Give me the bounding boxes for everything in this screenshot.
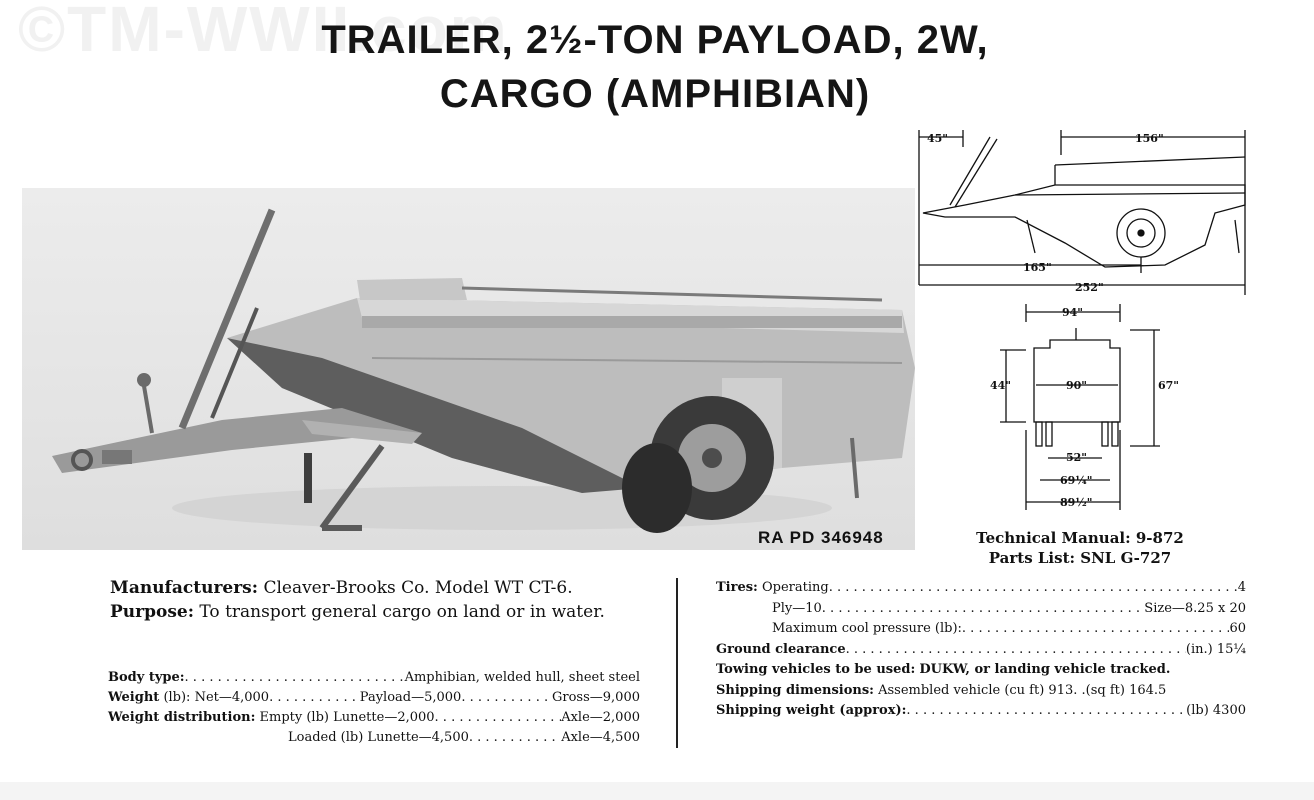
- dim-89: 89½": [1060, 496, 1093, 509]
- column-divider: [676, 578, 678, 748]
- bottom-band: [0, 782, 1314, 800]
- body-type-value: Amphibian, welded hull, sheet steel: [404, 670, 640, 685]
- shipping-weight-row: [716, 701, 1246, 722]
- shipping-weight-value: (lb) 4300: [1186, 703, 1246, 718]
- shipping-dimensions-row: [716, 681, 1246, 702]
- towing-label: Towing vehicles to be used:: [716, 662, 916, 677]
- page-title-line-2: CARGO (AMPHIBIAN): [439, 72, 871, 116]
- clearance-label: Ground clearance: [716, 641, 846, 657]
- wd-loaded-axle: Axle—4,500: [561, 730, 640, 745]
- tire-size: Size—8.25 x 20: [1144, 600, 1246, 616]
- dim-hitch: 45": [927, 132, 949, 145]
- tires-row: [716, 578, 1246, 599]
- weight-distribution-empty-row: [108, 708, 640, 728]
- towing-value: DUKW, or landing vehicle tracked.: [919, 662, 1171, 677]
- pressure-label: Maximum cool pressure (lb):: [772, 621, 962, 636]
- clearance-row: [716, 640, 1246, 661]
- manufacturer-value: Cleaver-Brooks Co. Model WT CT-6.: [263, 578, 573, 598]
- ply-row: [716, 599, 1246, 620]
- towing-row: [716, 660, 1246, 681]
- purpose-line: [110, 600, 670, 624]
- weight-distribution-label: Weight distribution:: [108, 710, 256, 725]
- clearance-value: (in.) 15¼: [1185, 641, 1246, 657]
- dim-left-height: 44": [990, 379, 1012, 392]
- shipping-dimensions-label: Shipping dimensions:: [716, 682, 874, 698]
- trailer-photo: [22, 188, 915, 550]
- weight-gross: Gross—9,000: [552, 690, 640, 705]
- tires-operating-value: 4: [1237, 580, 1246, 595]
- dim-bed: 156": [1135, 132, 1164, 145]
- rear-view-diagram: [990, 300, 1190, 515]
- photo-caption: RA PD 346948: [758, 528, 884, 547]
- manufacturer-line: [110, 576, 670, 600]
- weight-net: (lb): Net—4,000: [163, 690, 270, 705]
- shipping-weight-label: Shipping weight (approx):: [716, 703, 907, 718]
- weight-label: Weight: [108, 690, 160, 705]
- specs-right: [716, 578, 1246, 722]
- manufacturer-label: Manufacturers:: [110, 578, 259, 598]
- wd-empty: Empty (lb) Lunette—2,000: [259, 710, 435, 725]
- body-type-row: [108, 668, 640, 688]
- purpose-label: Purpose:: [110, 602, 194, 622]
- weight-payload: Payload—5,000: [359, 690, 462, 705]
- body-type-label: Body type:: [108, 670, 185, 685]
- parts-list: Parts List: SNL G-727: [988, 549, 1172, 567]
- dim-overall: 252": [1075, 281, 1104, 294]
- page-title-line-1: TRAILER, 2½-TON PAYLOAD, 2W,: [321, 18, 989, 62]
- pressure-row: [716, 619, 1246, 640]
- watermark: ©TM-WWII.com: [18, 0, 509, 65]
- general-info: [110, 576, 670, 624]
- ply: Ply—10: [772, 600, 822, 616]
- wd-empty-axle: Axle—2,000: [561, 710, 640, 725]
- technical-manual: Technical Manual: 9-872: [976, 529, 1184, 547]
- purpose-value: To transport general cargo on land or in water.: [199, 602, 605, 622]
- weight-row: [108, 688, 640, 708]
- pressure-value: 60: [1229, 621, 1246, 636]
- dim-mid: 165": [1023, 261, 1052, 274]
- wd-loaded: Loaded (lb) Lunette—4,500: [288, 730, 469, 745]
- dim-52: 52": [1066, 451, 1088, 464]
- dim-69: 69¼": [1060, 474, 1093, 487]
- side-view-diagram: [905, 125, 1265, 305]
- specs-left: [108, 668, 640, 748]
- shipping-dimensions-value: Assembled vehicle (cu ft) 913. .(sq ft) 164.5: [878, 682, 1167, 698]
- tires-operating: Operating: [762, 580, 829, 595]
- weight-distribution-loaded-row: [108, 728, 640, 748]
- dim-right-height: 67": [1158, 379, 1180, 392]
- tires-label: Tires:: [716, 580, 758, 595]
- dim-inner: 90": [1066, 379, 1088, 392]
- dim-top: 94": [1062, 306, 1084, 319]
